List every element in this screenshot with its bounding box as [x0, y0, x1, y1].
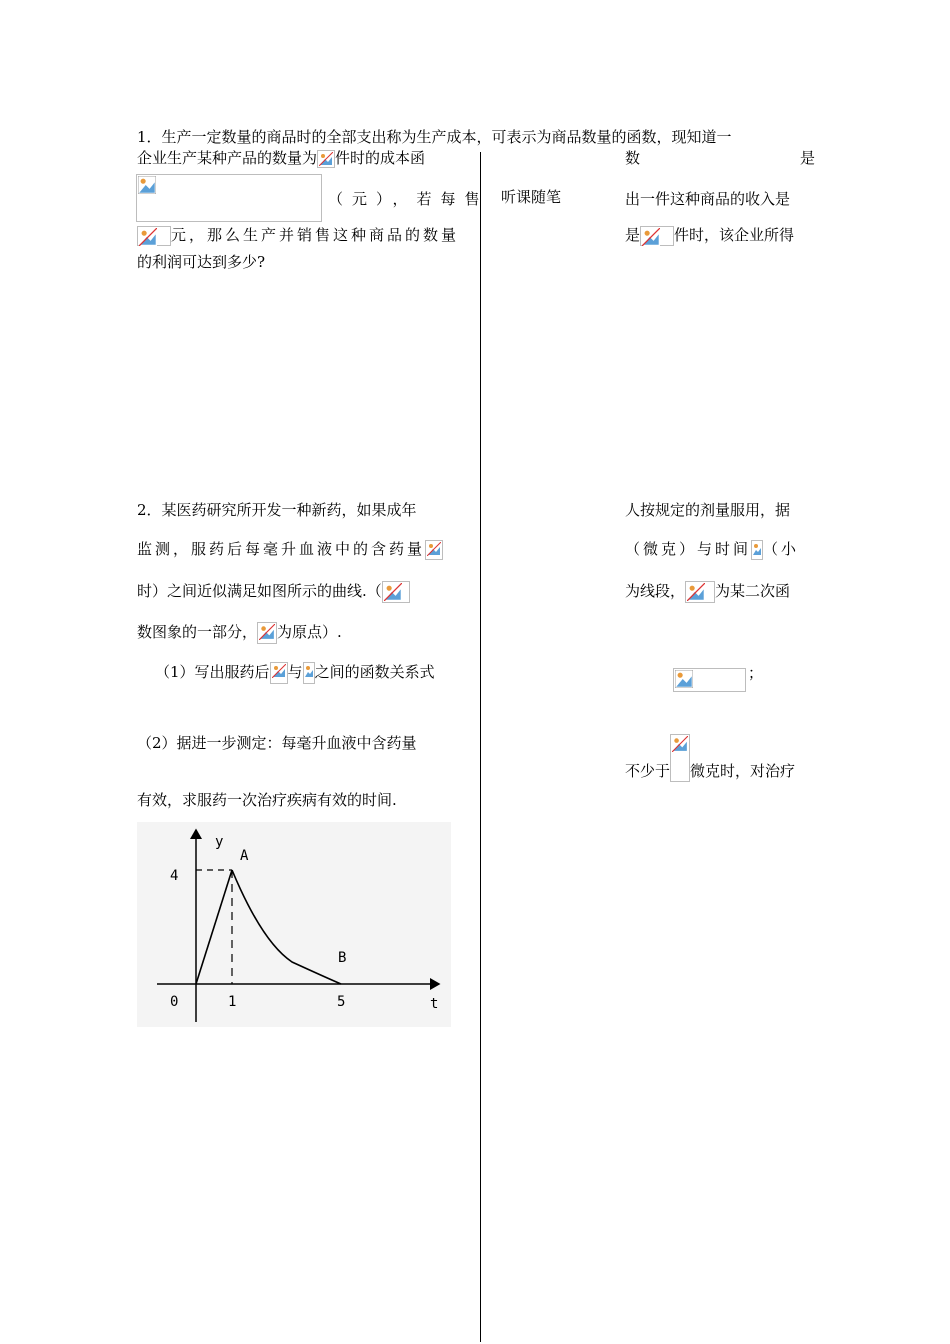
q2-sub1-text-c: 之间的函数关系式 [314, 663, 435, 681]
formula-image-icon [317, 150, 335, 168]
q1-line2-d: 是 [800, 149, 816, 167]
q2-line3-text-b: 为线段， [625, 582, 686, 600]
q1-line2-c: 数 [625, 149, 641, 167]
q2-last-line: 有效，求服药一次治疗疾病有效的时间. [137, 791, 397, 809]
q2-line3-text-a: 时）之间近似满足如图所示的曲线.（ [137, 582, 382, 600]
q1-line2-text-a: 企业生产某种产品的数量为 [137, 149, 318, 167]
q2-sub1-end: ； [748, 664, 764, 682]
threshold-image-icon [670, 734, 690, 782]
q1-line1: 1．生产一定数量的商品时的全部支出称为生产成本，可表示为商品数量的函数，现知道一 [137, 128, 732, 146]
q2-line2-b [625, 540, 799, 560]
origin-o-image-icon [257, 622, 277, 644]
q1-line5: 的利润可达到多少? [137, 253, 266, 271]
q2-line4-text-b: 为原点）. [277, 623, 342, 641]
point-a-label: A [240, 848, 249, 864]
q2-line2-a [137, 540, 443, 560]
q1-line2 [137, 149, 425, 168]
q2-line3-a [137, 581, 410, 603]
quantity-image-icon [640, 226, 674, 246]
q1-line4-text-c: 件时，该企业所得 [674, 226, 795, 244]
t-variable-image-icon [751, 540, 763, 560]
q1-line3-b: 出一件这种商品的收入是 [625, 190, 791, 208]
q2-line3-b [625, 581, 790, 603]
x-tick-5: 5 [337, 994, 346, 1010]
concentration-graph [137, 822, 451, 1027]
function-expression-image-icon [673, 668, 746, 692]
segment-oa [196, 870, 232, 984]
q2-sub1 [155, 662, 435, 684]
q2-sub2-a: （2）据进一步测定：每毫升血液中含药量 [137, 734, 417, 752]
y-tick-4: 4 [170, 868, 179, 884]
cost-function-image-icon [136, 174, 322, 222]
q1-line3-a: （元），若每售 [328, 190, 489, 208]
q2-line4-text-a: 数图象的一部分， [137, 623, 258, 641]
q2-line1-a: 2．某医药研究所开发一种新药，如果成年 [137, 501, 417, 519]
q2-sub1-text-b: 与 [287, 663, 303, 681]
y-variable-image-icon [425, 540, 443, 560]
point-b-label: B [338, 950, 347, 966]
segment-oa-image-icon [382, 581, 410, 603]
q2-sub2-b [625, 734, 795, 782]
q2-line3-text-c: 为某二次函 [715, 582, 791, 600]
curve-ab [232, 870, 341, 984]
q2-sub2-text-c: 微克时，对治疗 [690, 762, 796, 780]
q1-line4-text-b: 是 [625, 226, 641, 244]
graph-svg [137, 822, 451, 1027]
y-var-image-icon [270, 662, 288, 684]
q2-line4 [137, 622, 342, 644]
y-axis-label: y [215, 834, 224, 850]
q1-line4 [137, 226, 459, 246]
x-axis-label: t [430, 996, 439, 1012]
x-tick-1: 1 [228, 994, 237, 1010]
t-var-image-icon [303, 662, 315, 684]
sidebar-label: 听课随笔 [501, 188, 562, 206]
origin-label: 0 [170, 994, 179, 1010]
q1-line4-text-a: 元，那么生产并销售这种商品的数量 [171, 226, 460, 244]
q2-sub1-text-a: （1）写出服药后 [155, 663, 270, 681]
q1-line2-text-b: 件时的成本函 [335, 149, 426, 167]
q2-line1-b: 人按规定的剂量服用，据 [625, 501, 791, 519]
q1-line4-b [625, 226, 794, 246]
q2-line2-text-c: （小 [763, 540, 800, 558]
q2-line2-text-b: （微克）与时间 [625, 540, 752, 558]
q2-line2-text-a: 监测，服药后每毫升血液中的含药量 [137, 540, 426, 558]
vertical-divider [480, 152, 481, 1342]
price-image-icon [137, 226, 171, 246]
curve-ab-image-icon [685, 581, 715, 603]
q2-sub2-text-b: 不少于 [625, 762, 671, 780]
